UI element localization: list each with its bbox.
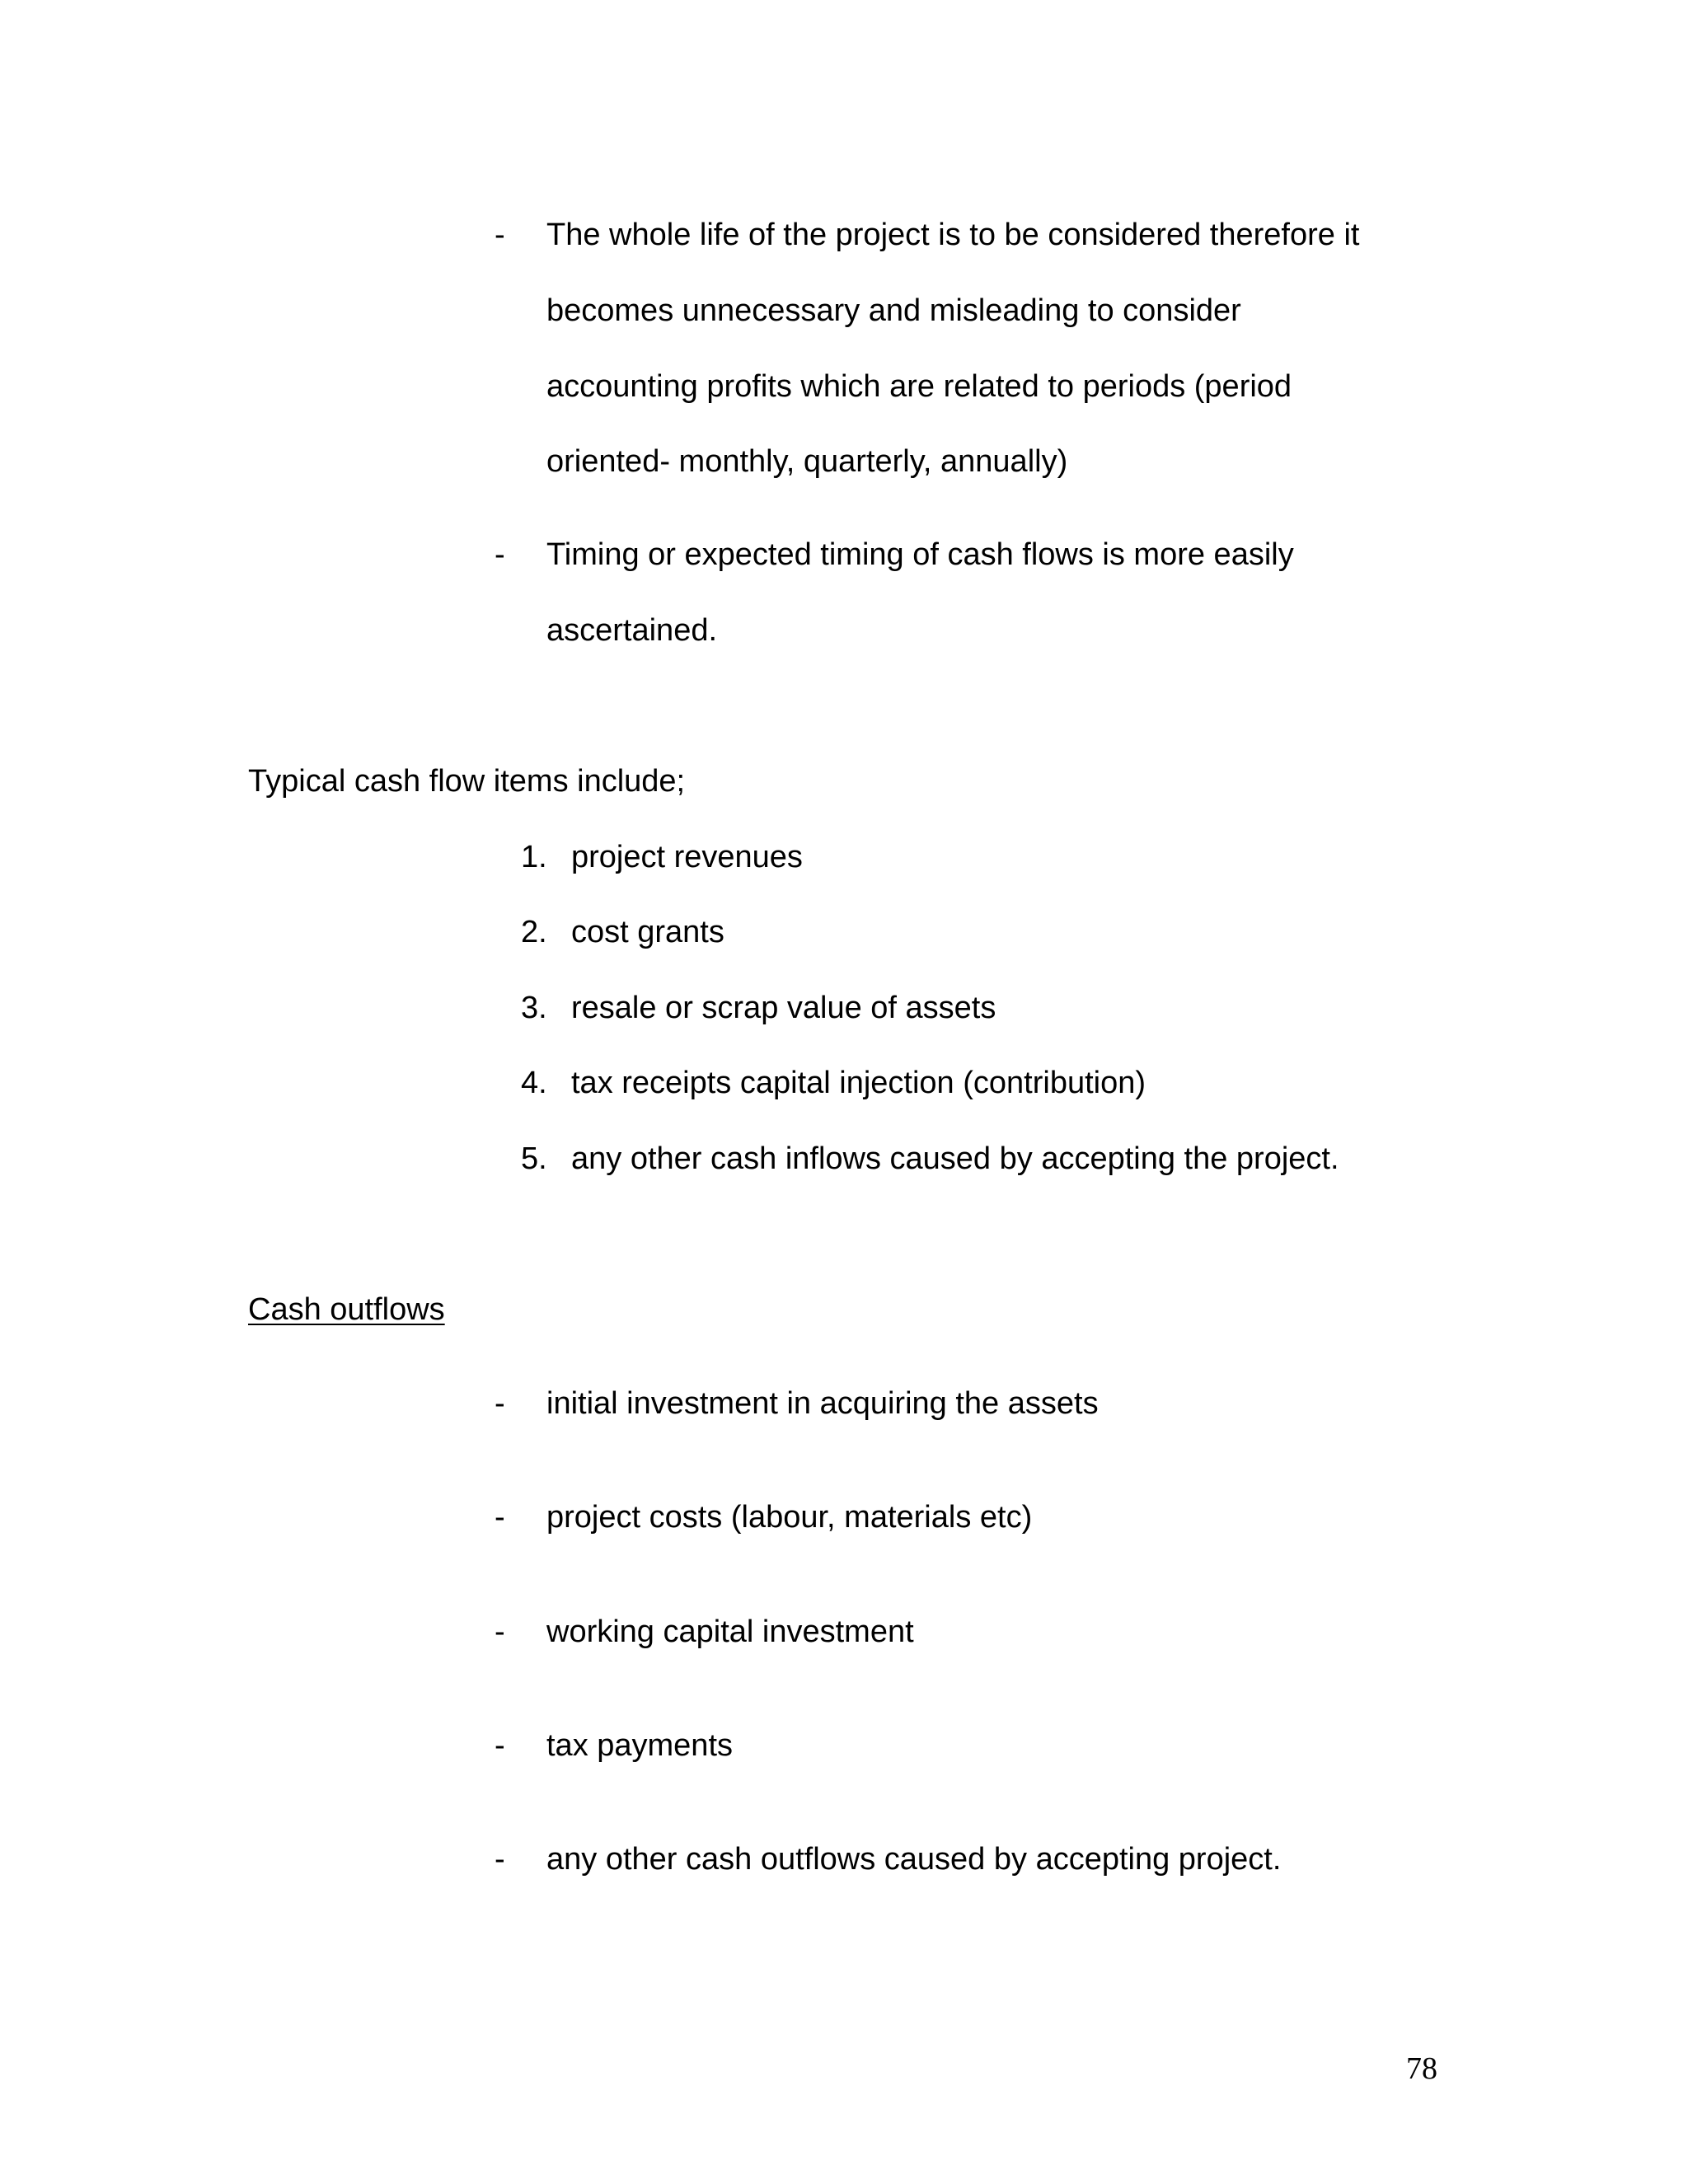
bullet-marker: -	[495, 1842, 505, 1877]
intro-paragraph: Typical cash flow items include;	[248, 764, 686, 799]
list-item-number: 1.	[521, 840, 547, 874]
list-item: resale or scrap value of assets	[571, 991, 996, 1025]
bullet-marker: -	[495, 537, 505, 572]
bullet-text-line: ascertained.	[546, 613, 718, 648]
list-item-number: 3.	[521, 991, 547, 1025]
list-item: tax receipts capital injection (contribution)	[571, 1066, 1146, 1100]
bullet-marker: -	[495, 1386, 505, 1421]
page-number: 78	[1406, 2051, 1437, 2086]
bullet-marker: -	[495, 1728, 505, 1763]
bullet-marker: -	[495, 1500, 505, 1535]
bullet-text-line: accounting profits which are related to periods (period	[546, 369, 1292, 404]
bullet-marker: -	[495, 1615, 505, 1649]
list-item: cost grants	[571, 915, 724, 949]
list-item: any other cash inflows caused by accepting the project.	[571, 1141, 1339, 1176]
list-item-number: 2.	[521, 915, 547, 949]
list-item: any other cash outflows caused by accepting project.	[546, 1842, 1282, 1877]
bullet-text-line: Timing or expected timing of cash flows is more easily	[546, 537, 1294, 572]
section-heading: Cash outflows	[248, 1292, 445, 1327]
list-item-number: 4.	[521, 1066, 547, 1100]
list-item-number: 5.	[521, 1141, 547, 1176]
bullet-text-line: The whole life of the project is to be considered therefore it	[546, 218, 1360, 252]
list-item: tax payments	[546, 1728, 733, 1763]
bullet-marker: -	[495, 218, 505, 252]
bullet-text-line: oriented- monthly, quarterly, annually)	[546, 444, 1068, 479]
list-item: project revenues	[571, 840, 803, 874]
list-item: working capital investment	[546, 1615, 914, 1649]
list-item: initial investment in acquiring the assets	[546, 1386, 1099, 1421]
bullet-text-line: becomes unnecessary and misleading to consider	[546, 293, 1241, 328]
list-item: project costs (labour, materials etc)	[546, 1500, 1033, 1535]
